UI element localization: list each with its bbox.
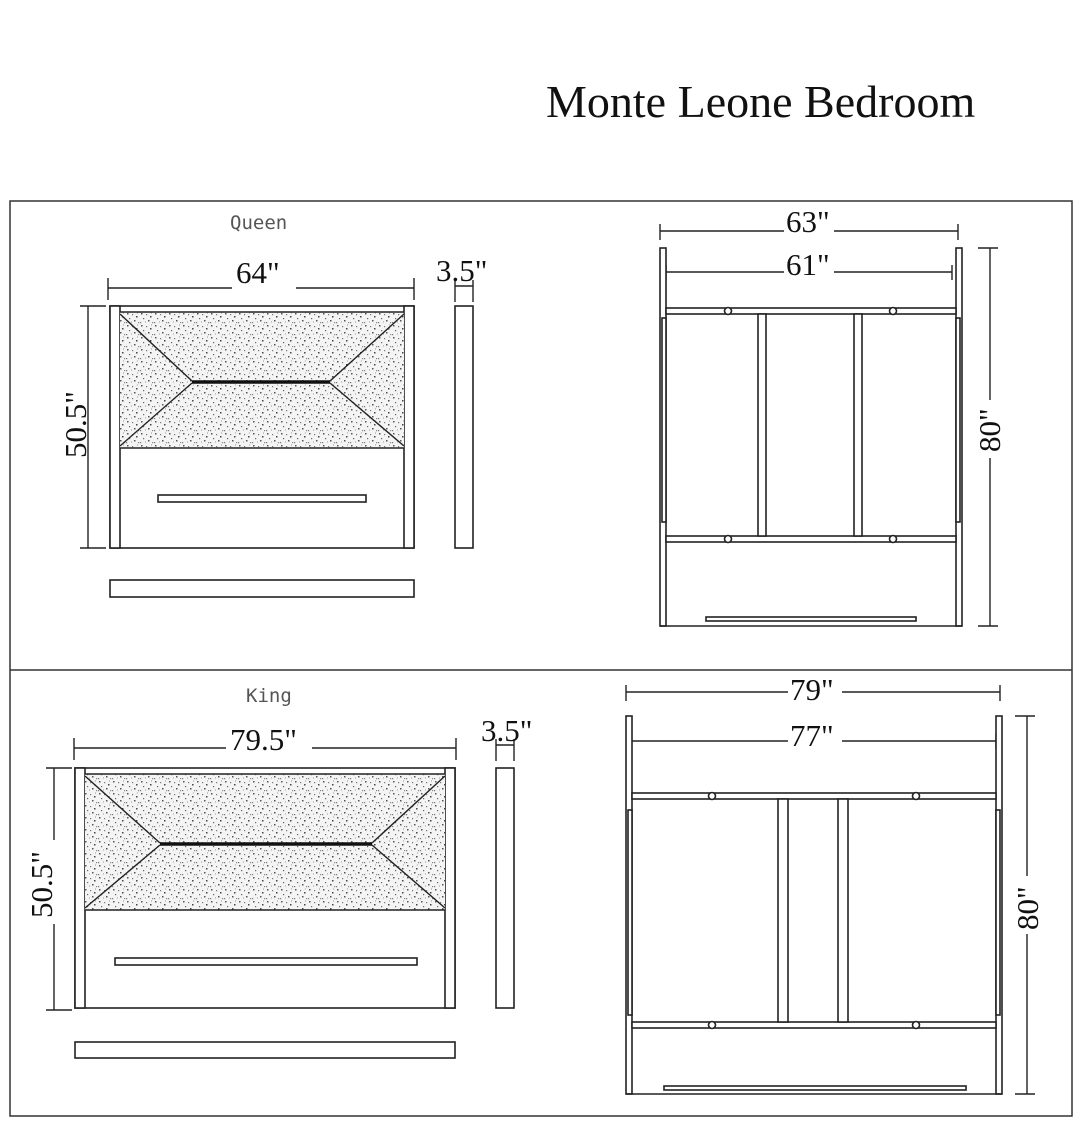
king-frame-outer-dimension bbox=[626, 672, 1000, 707]
king-headboard-depth: 3.5" bbox=[481, 713, 533, 748]
king-headboard-front bbox=[75, 768, 455, 1008]
queen-frame-inner-dimension bbox=[666, 247, 952, 282]
queen-headboard-side bbox=[455, 306, 473, 548]
queen-frame-length: 80" bbox=[972, 408, 1007, 452]
queen-size-label: Queen bbox=[230, 212, 288, 234]
king-headboard-side bbox=[496, 768, 514, 1008]
queen-headboard-depth-dimension bbox=[436, 253, 487, 302]
queen-frame-outer-dimension bbox=[660, 204, 958, 240]
king-frame-inner-dimension bbox=[630, 718, 996, 753]
queen-headboard-width: 64" bbox=[236, 255, 280, 290]
king-section bbox=[24, 672, 1045, 1094]
king-headboard-width: 79.5" bbox=[230, 722, 297, 757]
king-frame-length-dimension bbox=[1010, 716, 1045, 1094]
queen-headboard-height-dimension bbox=[58, 306, 106, 548]
queen-frame-inner-width: 61" bbox=[786, 247, 830, 282]
queen-frame-length-dimension bbox=[972, 248, 1007, 626]
queen-section bbox=[58, 204, 1007, 626]
king-headboard-width-dimension bbox=[74, 722, 456, 760]
king-frame-inner-width: 77" bbox=[790, 718, 834, 753]
king-headboard-depth-dimension bbox=[481, 713, 532, 761]
queen-headboard-width-dimension bbox=[108, 255, 414, 300]
queen-headboard-front bbox=[110, 306, 414, 548]
queen-base-rail bbox=[110, 580, 414, 597]
queen-frame-top-view bbox=[660, 248, 962, 626]
queen-frame-outer-width: 63" bbox=[786, 204, 830, 239]
king-headboard-height-dimension bbox=[24, 768, 72, 1010]
king-size-label: King bbox=[246, 685, 292, 707]
king-frame-length: 80" bbox=[1010, 886, 1045, 930]
king-headboard-height: 50.5" bbox=[24, 851, 59, 918]
king-frame-outer-width: 79" bbox=[790, 672, 834, 707]
king-frame-top-view bbox=[626, 716, 1002, 1094]
queen-headboard-depth: 3.5" bbox=[436, 253, 488, 288]
page-title: Monte Leone Bedroom bbox=[546, 76, 976, 127]
queen-headboard-height: 50.5" bbox=[58, 391, 93, 458]
king-base-rail bbox=[75, 1042, 455, 1058]
